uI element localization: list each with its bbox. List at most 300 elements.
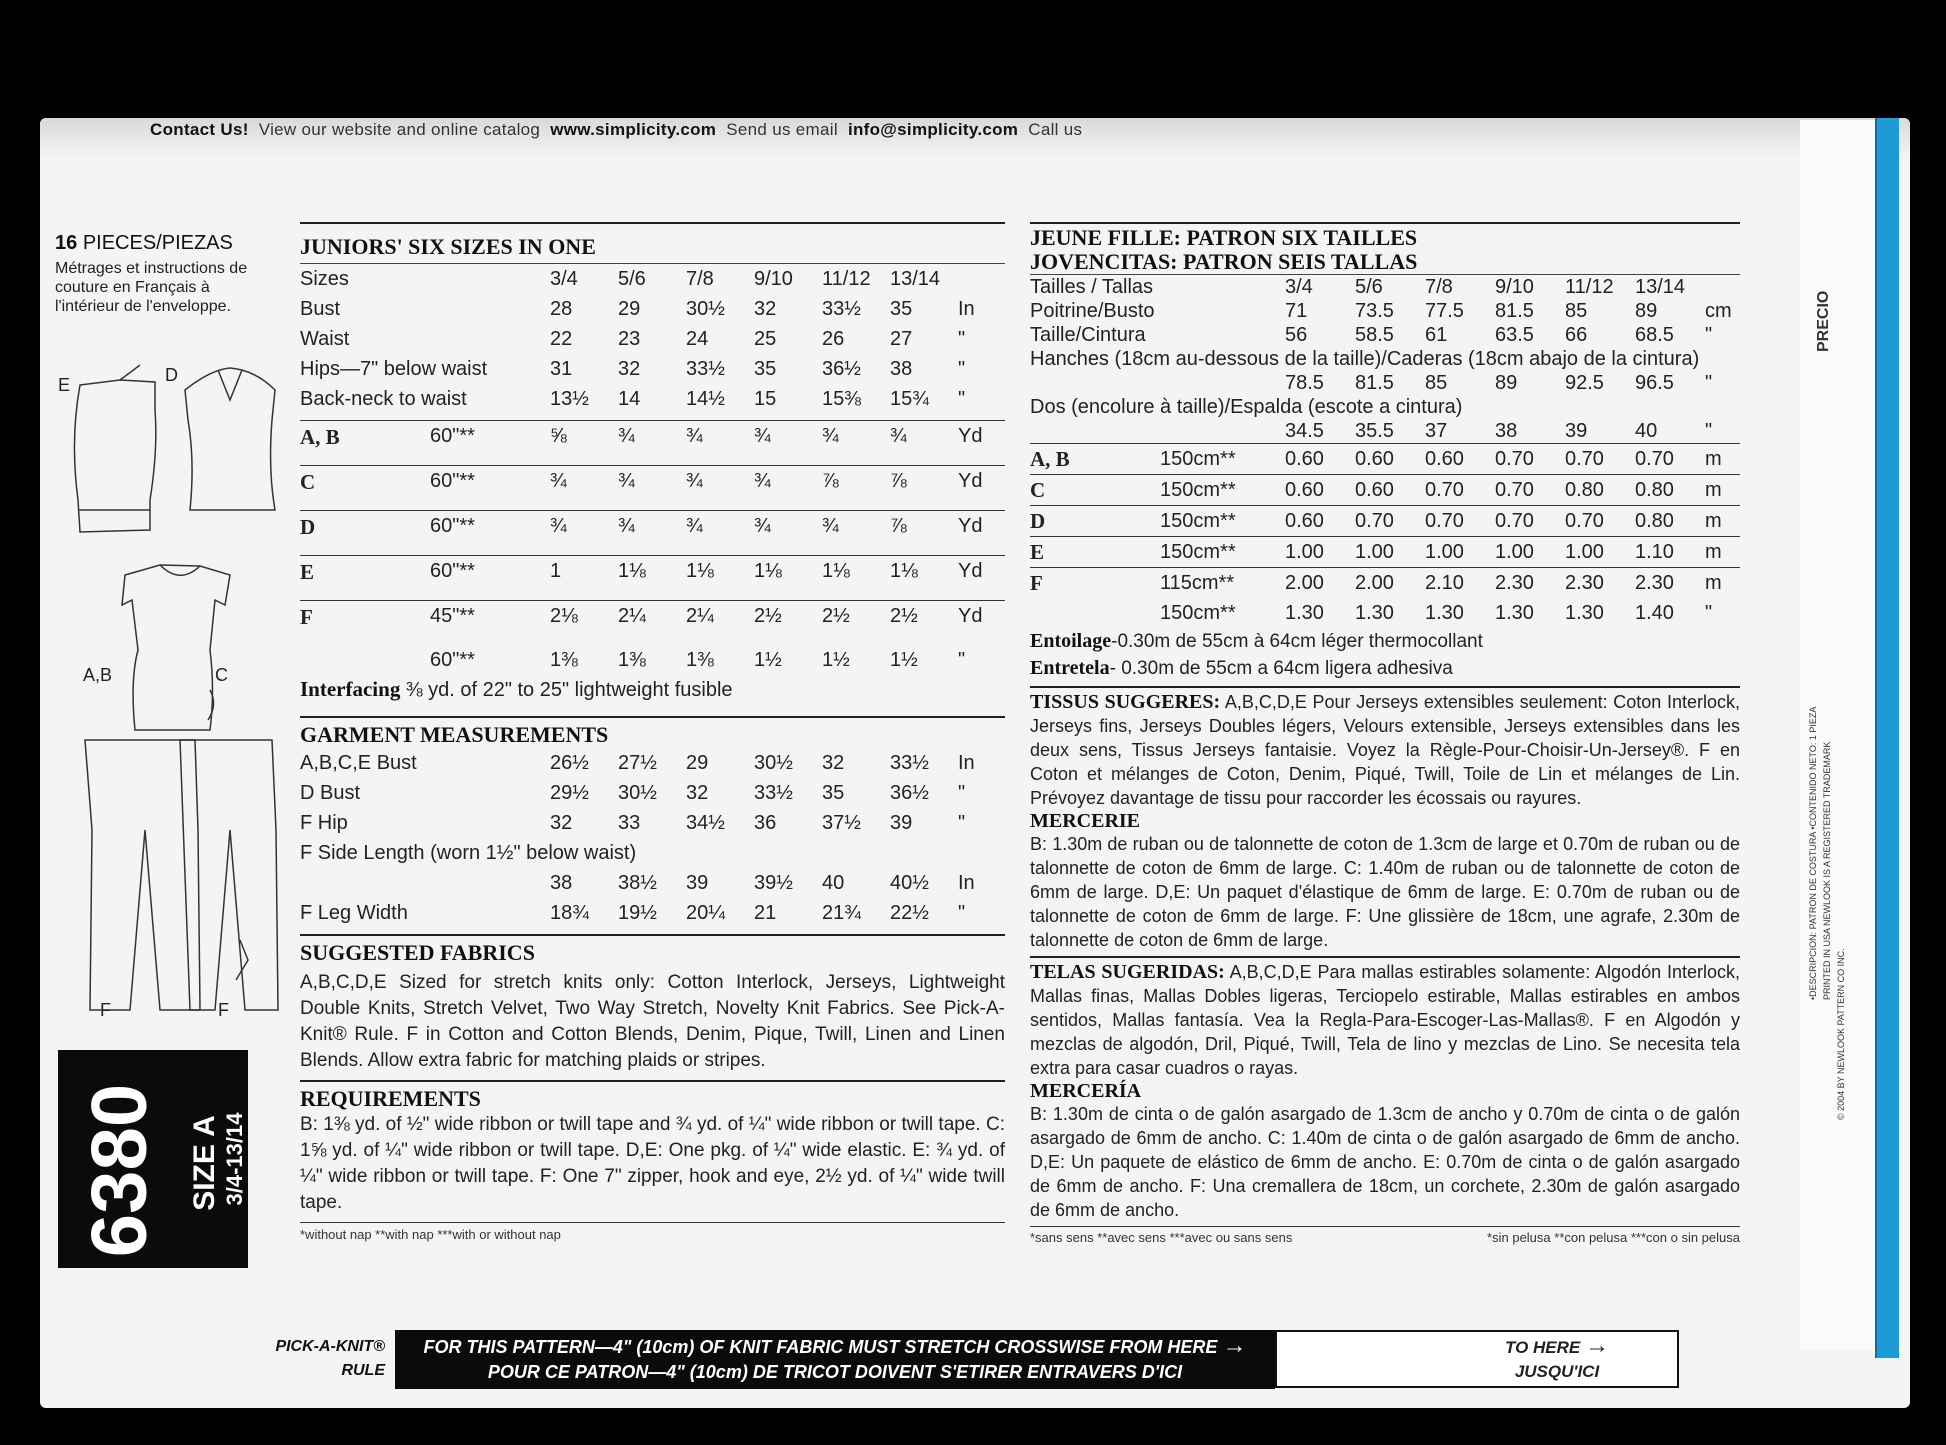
stretch-text-fr: POUR CE PATRON—4" (10cm) DE TRICOT DOIVENT S'ETIRER ENTRAVERS D'ICI [487, 1362, 1183, 1382]
garment-illustrations [50, 360, 290, 1040]
interfacing-line [300, 677, 1005, 702]
table-row [1030, 347, 1740, 371]
table-row [300, 421, 1005, 466]
table-row [1030, 444, 1740, 475]
tissus-title: TISSUS SUGGERES: [1030, 691, 1221, 713]
cell: 1 [550, 556, 618, 601]
cell: 32 [754, 297, 777, 320]
cell: 1.30 [1425, 601, 1464, 624]
french-spanish-column [1030, 222, 1740, 1245]
cell: 1⅛ [686, 556, 754, 601]
cell: 61 [1425, 323, 1448, 346]
table-row [1030, 419, 1740, 443]
cell: 30½ [754, 751, 793, 774]
cell: 60"** [430, 466, 550, 511]
cell: 1½ [890, 648, 918, 671]
cell: 31 [550, 357, 573, 380]
cell: 2½ [822, 601, 890, 646]
cell: Bust [300, 297, 341, 320]
cell: 89 [1495, 371, 1518, 394]
cell: 0.70 [1425, 475, 1495, 506]
entretela-label: Entretela [1030, 657, 1110, 679]
cell: ¾ [618, 511, 686, 556]
table-row [1030, 506, 1740, 537]
cell: 1.30 [1565, 601, 1604, 624]
cell: Hanches (18cm au-dessous de la taille)/Caderas (18cm abajo de la cintura) [1030, 347, 1700, 370]
cell: 14 [618, 387, 641, 410]
garment-e-top [74, 380, 155, 532]
cell: 63.5 [1495, 323, 1534, 346]
pieces-label: PIECES/PIEZAS [82, 232, 233, 254]
cell: 56 [1285, 323, 1308, 346]
mercerie-title: MERCERIE [1030, 810, 1141, 832]
cell: 0.80 [1635, 506, 1705, 537]
cell: F [300, 601, 430, 646]
cell: 11/12 [1565, 276, 1614, 298]
cell: " [958, 811, 966, 834]
cell: 77.5 [1425, 299, 1464, 322]
interfacing-label: Interfacing [300, 677, 401, 701]
interfacing-text: ⅜ yd. of 22" to 25" lightweight fusible [405, 679, 733, 701]
pattern-number: 6380 [74, 1083, 163, 1258]
cell: " [958, 387, 966, 410]
cell: 0.70 [1565, 444, 1635, 475]
cell: 23 [618, 327, 641, 350]
cell: 66 [1565, 323, 1588, 346]
cell: 5/6 [618, 267, 646, 290]
contact-text3: Call us [1028, 120, 1083, 139]
table-row [300, 511, 1005, 556]
cell: ⅞ [890, 466, 958, 511]
cell: 1½ [754, 648, 782, 671]
cell: 85 [1425, 371, 1448, 394]
table-row [300, 748, 1005, 778]
cell: 30½ [618, 781, 657, 804]
cell: 35 [822, 781, 845, 804]
cell: 24 [686, 327, 709, 350]
fr-title-rule [1030, 222, 1740, 274]
telas-para [1030, 960, 1740, 1080]
cell: 19½ [618, 901, 657, 924]
stretch-text-en: FOR THIS PATTERN—4" (10cm) OF KNIT FABRIC MUST STRETCH CROSSWISE FROM HERE [423, 1337, 1218, 1357]
cell: 1⅛ [754, 556, 822, 601]
cell: 39½ [754, 871, 793, 894]
cell: 35.5 [1355, 419, 1394, 442]
cell: 39 [890, 811, 913, 834]
cell: 81.5 [1355, 371, 1394, 394]
cell: 26½ [550, 751, 589, 774]
cell: ¾ [686, 511, 754, 556]
cell: Yd [958, 601, 1005, 646]
es-title: JOVENCITAS: PATRON SEIS TALLAS [1030, 249, 1418, 274]
cell: 1⅛ [822, 556, 890, 601]
cell: 78.5 [1285, 371, 1324, 394]
cell: 2½ [890, 601, 958, 646]
table-row [300, 556, 1005, 601]
cell: m [1705, 444, 1740, 475]
cell: 85 [1565, 299, 1588, 322]
cell: 0.70 [1425, 506, 1495, 537]
fr-title: JEUNE FILLE: PATRON SIX TAILLES [1030, 225, 1418, 250]
cell: Yd [958, 511, 1005, 556]
table-row [300, 324, 1005, 354]
cell: ¾ [550, 466, 618, 511]
entoilage-line [1030, 628, 1740, 655]
cell: 7/8 [1425, 276, 1453, 298]
cell: ¾ [686, 466, 754, 511]
telas-text: A,B,C,D,E Para mallas estirables solamente: Algodón Interlock, Mallas finas, Mallas Dobles ligeras, Terciopelo estirable, Mallas estirables en ambos sentidos, Mallas fantasía. Vea la Regla-Para-Escoger-Las-Mallas®. F en Algodón y mezclas de algodón, Dril, Piqué, Twill, Tela de lino y mezclas de Lino. Se necesita tela extra para casar cuadros o rayas. [1030, 962, 1740, 1078]
cell: 29 [618, 297, 641, 320]
email-link[interactable]: info@simplicity.com [847, 120, 1019, 139]
cell: In [958, 751, 975, 774]
cell: F [1030, 568, 1160, 599]
cell: 33½ [890, 751, 929, 774]
english-column [300, 222, 1005, 1242]
cell: 92.5 [1565, 371, 1604, 394]
to-here-en: TO HERE [1505, 1338, 1581, 1357]
cell [1030, 419, 1285, 443]
footnote-fr: *sans sens **avec sens ***avec ou sans sens [1030, 1230, 1293, 1245]
cell: " [958, 648, 966, 671]
cell: D Bust [300, 781, 361, 804]
cell: 15 [754, 387, 777, 410]
body-measurements-table [300, 263, 1005, 414]
size-label: SIZE A [188, 1115, 221, 1211]
fr-header-row [1030, 275, 1740, 300]
garment-title: GARMENT MEASUREMENTS [300, 722, 609, 747]
size-range: 3/4-13/14 [222, 1112, 247, 1206]
cell: 150cm** [1160, 444, 1285, 475]
cell: " [1705, 323, 1713, 346]
fr-metric-table [1030, 443, 1740, 628]
table-row [300, 384, 1005, 414]
cell: 2.30 [1635, 568, 1705, 599]
cell: 1⅜ [618, 648, 646, 671]
cell: F Hip [300, 811, 348, 834]
cell: ⅞ [890, 511, 958, 556]
cell: F Side Length (worn 1½" below waist) [300, 841, 637, 864]
cell [1705, 275, 1740, 300]
cell: 0.60 [1285, 444, 1355, 475]
cell [958, 264, 1005, 295]
tissus-text: A,B,C,D,E Pour Jerseys extensibles seulement: Coton Interlock, Jerseys fins, Jerseys Doubles légers, Velours extensible, Jerseys extensibles dans les deux sens, Tissus Jerseys fantaisie. Voyez la Règle-Pour-Choisir-Un-Jersey®. F en Coton et mélanges de Coton, Denim, Piqué, Twill, Toile de Lin et mélanges de Lin. Prévoyez davantage de tissu pour raccorder les écossais ou rayures. [1030, 692, 1740, 808]
cell: 1.30 [1285, 601, 1324, 624]
cell: 34½ [686, 811, 725, 834]
cell: 20¼ [686, 901, 725, 924]
cell: 37 [1425, 419, 1448, 442]
fig-label-f2: F [218, 1000, 229, 1020]
cell: Tailles / Tallas [1030, 276, 1154, 298]
cell: 150cm** [1160, 475, 1285, 506]
cell: 0.70 [1495, 444, 1565, 475]
pieces-count [55, 232, 275, 255]
requirements-text: B: 1⅜ yd. of ½" wide ribbon or twill tape and ¾ yd. of ¼" wide ribbon or twill tape. C: 1⅝ yd. of ¼" wide ribbon or twill tape. D,E: One pkg. of ¼" wide elastic. E: ¾ yd. of ¼" wide ribbon or twill tape. F: One 7" zipper, hook and eye, 2½ yd. of ¼" wide twill tape. [300, 1114, 1005, 1213]
cell: 1.30 [1355, 601, 1394, 624]
blue-edge [1875, 118, 1899, 1358]
french-instructions-note: Métrages et instructions de couture en Français à l'intérieur de l'enveloppe. [55, 260, 248, 315]
table-row [1030, 371, 1740, 395]
cell: ¾ [618, 421, 686, 466]
contact-bar [150, 120, 1082, 140]
garment-section [300, 716, 1005, 748]
cell: 0.60 [1285, 506, 1355, 537]
cell [1030, 371, 1285, 395]
cell [300, 645, 430, 675]
cell: 25 [754, 327, 777, 350]
cell: In [958, 871, 975, 894]
table-row [300, 838, 1005, 868]
table-row [300, 294, 1005, 324]
cell: Hips—7" below waist [300, 357, 488, 380]
cell: 2¼ [686, 601, 754, 646]
to-here-fr: JUSQU'ICI [1514, 1362, 1600, 1381]
cell: D [300, 511, 430, 556]
cell: cm [1705, 299, 1732, 322]
cell: 2.30 [1565, 568, 1635, 599]
garment-f-pants-left [85, 740, 200, 1010]
cell [300, 868, 550, 898]
cell: 40 [822, 871, 845, 894]
cell: Taille/Cintura [1030, 323, 1146, 346]
merceria-text: B: 1.30m de cinta o de galón asargado de 1.3cm de ancho y 0.70m de cinta o de galón asargado de 6mm de ancho. C: 1.40m de cinta o de galón asargado de 6mm de ancho. D,E: Un paquete de elástico de 6mm de ancho. E: 0.70m de cinta o de galón asargado de 6mm de ancho. F: Una cremallera de 18cm, un corchete, 2.30m de galón asargado de 6mm de ancho. [1030, 1104, 1740, 1220]
side-description: •DESCRIPCION: PATRON DE COSTURA •CONTENIDO NETO: 1 PIEZA [1808, 706, 1818, 1000]
telas-section [1030, 956, 1740, 1222]
cell: " [1705, 601, 1713, 624]
cell [1030, 598, 1160, 628]
cell: 1.00 [1565, 537, 1635, 568]
merceria-title: MERCERÍA [1030, 1080, 1142, 1102]
cell: D [1030, 506, 1160, 537]
cell: 1⅜ [686, 648, 714, 671]
to-here-label [1467, 1334, 1647, 1384]
table-row [1030, 299, 1740, 323]
cell: 22½ [890, 901, 929, 924]
cell: Yd [958, 556, 1005, 601]
cell: 0.80 [1635, 475, 1705, 506]
requirements-section [300, 1080, 1005, 1216]
cell: 37½ [822, 811, 861, 834]
cell: " [1705, 371, 1713, 394]
side-copyright: © 2004 BY NEWLOOK PATTERN CO INC. [1836, 948, 1846, 1120]
cell: 0.70 [1495, 475, 1565, 506]
cell: 0.70 [1355, 506, 1425, 537]
cell: " [958, 327, 966, 350]
cell: 7/8 [686, 267, 714, 290]
cell: 11/12 [822, 267, 871, 290]
cell: 34.5 [1285, 419, 1324, 442]
tissus-para [1030, 690, 1740, 810]
cell: 73.5 [1355, 299, 1394, 322]
contact-text2: Send us email [726, 120, 838, 139]
tissus-section [1030, 686, 1740, 952]
fig-label-e: E [58, 375, 71, 395]
fig-label-ab: A,B [83, 665, 113, 685]
website-link[interactable]: www.simplicity.com [550, 120, 717, 139]
cell: Back-neck to waist [300, 387, 467, 410]
cell: 18¾ [550, 901, 589, 924]
contact-text1: View our website and online catalog [258, 120, 541, 139]
cell: 0.70 [1495, 506, 1565, 537]
entretela-line [1030, 655, 1740, 682]
fr-es-footnotes [1030, 1226, 1740, 1245]
arrow-right-icon: → [1222, 1332, 1247, 1359]
cell: 27½ [618, 751, 657, 774]
fabrics-section [300, 934, 1005, 1074]
cell: Poitrine/Busto [1030, 299, 1155, 322]
cell: C [300, 466, 430, 511]
cell: 15¾ [890, 387, 929, 410]
cell: m [1705, 537, 1740, 568]
cell: 2.10 [1425, 568, 1495, 599]
cell: 33½ [822, 297, 861, 320]
cell: 0.70 [1635, 444, 1705, 475]
cell: ¾ [822, 421, 890, 466]
cell: 3/4 [550, 267, 578, 290]
stretch-rule-text [395, 1330, 1275, 1389]
cell: 15⅜ [822, 387, 861, 410]
cell: 1½ [822, 648, 850, 671]
size-box [58, 1050, 248, 1268]
english-title-rule [300, 222, 1005, 260]
table-row [300, 778, 1005, 808]
cell: 39 [1565, 419, 1588, 442]
to-here-box [1275, 1330, 1679, 1388]
cell: 68.5 [1635, 323, 1674, 346]
fig-label-f1: F [100, 1000, 111, 1020]
cell: E [1030, 537, 1160, 568]
cell: 60"** [430, 648, 475, 671]
cell: 29 [686, 751, 709, 774]
cell: 36½ [890, 781, 929, 804]
cell: 35 [890, 297, 913, 320]
footnote-es: *sin pelusa **con pelusa ***con o sin pelusa [1487, 1230, 1740, 1245]
cell: 40½ [890, 871, 929, 894]
table-row [300, 645, 1005, 675]
cell: Yd [958, 466, 1005, 511]
cell: 60"** [430, 421, 550, 466]
cell: 45"** [430, 601, 550, 646]
pieces-number: 16 [55, 232, 78, 254]
stretch-rule-bar [395, 1330, 1675, 1386]
cell: 32 [822, 751, 845, 774]
table-row [300, 868, 1005, 898]
cell: 33½ [754, 781, 793, 804]
cell: 2.00 [1355, 568, 1425, 599]
cell: 39 [686, 871, 709, 894]
cell: 36½ [822, 357, 861, 380]
cell: 5/6 [1355, 276, 1383, 298]
sizes-header-row [300, 264, 1005, 295]
cell: 71 [1285, 299, 1308, 322]
cell: 14½ [686, 387, 725, 410]
requirements-title: REQUIREMENTS [300, 1086, 481, 1111]
cell: 0.80 [1565, 475, 1635, 506]
stretch-line-en [395, 1333, 1275, 1360]
table-row [1030, 598, 1740, 628]
cell: Sizes [300, 267, 349, 290]
cell: 28 [550, 297, 573, 320]
entoilage-text: -0.30m de 55cm à 64cm léger thermocollant [1111, 631, 1483, 652]
telas-title: TELAS SUGERIDAS: [1030, 961, 1225, 983]
table-row [300, 898, 1005, 928]
arrow-right-icon: → [1585, 1332, 1609, 1359]
cell: 36 [754, 811, 777, 834]
cell: " [958, 901, 966, 924]
cell: In [958, 297, 975, 320]
cell: 150cm** [1160, 506, 1285, 537]
cell: Dos (encolure à taille)/Espalda (escote a cintura) [1030, 395, 1463, 418]
cell: 27 [890, 327, 913, 350]
cell: ¾ [890, 421, 958, 466]
entretela-text: - 0.30m de 55cm a 64cm ligera adhesiva [1109, 658, 1453, 679]
cell: " [958, 357, 966, 380]
cell: 0.60 [1355, 475, 1425, 506]
cell: ⅞ [822, 466, 890, 511]
cell: 35 [754, 357, 777, 380]
cell: 3/4 [1285, 276, 1313, 298]
cell: 21¾ [822, 901, 861, 924]
cell: 40 [1635, 419, 1658, 442]
cell: A,B,C,E Bust [300, 751, 417, 774]
cell: F Leg Width [300, 901, 408, 924]
cell: 33 [618, 811, 641, 834]
cell: 13/14 [890, 267, 941, 290]
pak-line2: RULE [341, 1362, 385, 1379]
cell: m [1705, 568, 1740, 599]
precio-label: PRECIO [1815, 290, 1832, 352]
garment-d-top [185, 368, 275, 510]
cell: 2.30 [1495, 568, 1565, 599]
entoilage-label: Entoilage [1030, 630, 1112, 652]
cell: 38 [550, 871, 573, 894]
fabrics-title: SUGGESTED FABRICS [300, 940, 535, 965]
cell: 29½ [550, 781, 589, 804]
cell: 13/14 [1635, 276, 1686, 298]
side-printed: PRINTED IN USA NEWLOOK IS A REGISTERED TRADEMARK [1822, 741, 1832, 1000]
cell: 0.60 [1355, 444, 1425, 475]
mercerie-text: B: 1.30m de ruban ou de talonnette de coton de 1.3cm de large et 0.70m de ruban ou de talonnette de coton de 6mm de large. C: 1.40m de ruban ou de talonnette de coton de 6mm de large. D,E: Un paquet d'élastique de 6mm de large. E: 0.70m de ruban ou de talonnette de coton de 6mm de large. F: Une glissière de 18cm, une agrafe, 2.30m de talonnette de coton de 6mm de large. [1030, 834, 1740, 950]
left-column [55, 232, 275, 316]
cell: 26 [822, 327, 845, 350]
table-row [1030, 568, 1740, 599]
cell: 150cm** [1160, 601, 1236, 624]
cell: ¾ [754, 511, 822, 556]
cell: 2½ [754, 601, 822, 646]
table-row [300, 354, 1005, 384]
cell: 1.00 [1355, 537, 1425, 568]
table-row [1030, 537, 1740, 568]
fr-body-table [1030, 274, 1740, 443]
cell: 0.70 [1565, 506, 1635, 537]
cell: 58.5 [1355, 323, 1394, 346]
cell: 81.5 [1495, 299, 1534, 322]
table-row [1030, 323, 1740, 347]
fig-label-c: C [215, 665, 228, 685]
cell: 96.5 [1635, 371, 1674, 394]
cell: Waist [300, 327, 350, 350]
cell: ¾ [754, 466, 822, 511]
cell: 60"** [430, 511, 550, 556]
pak-line1: PICK-A-KNIT® [275, 1338, 385, 1355]
cell: " [1705, 419, 1713, 442]
cell: 1.40 [1635, 601, 1674, 624]
cell: 1⅛ [618, 556, 686, 601]
cell: 32 [618, 357, 641, 380]
contact-lead: Contact Us! [150, 120, 249, 139]
cell: ¾ [754, 421, 822, 466]
cell: 1.30 [1495, 601, 1534, 624]
cell: ⅝ [550, 421, 618, 466]
